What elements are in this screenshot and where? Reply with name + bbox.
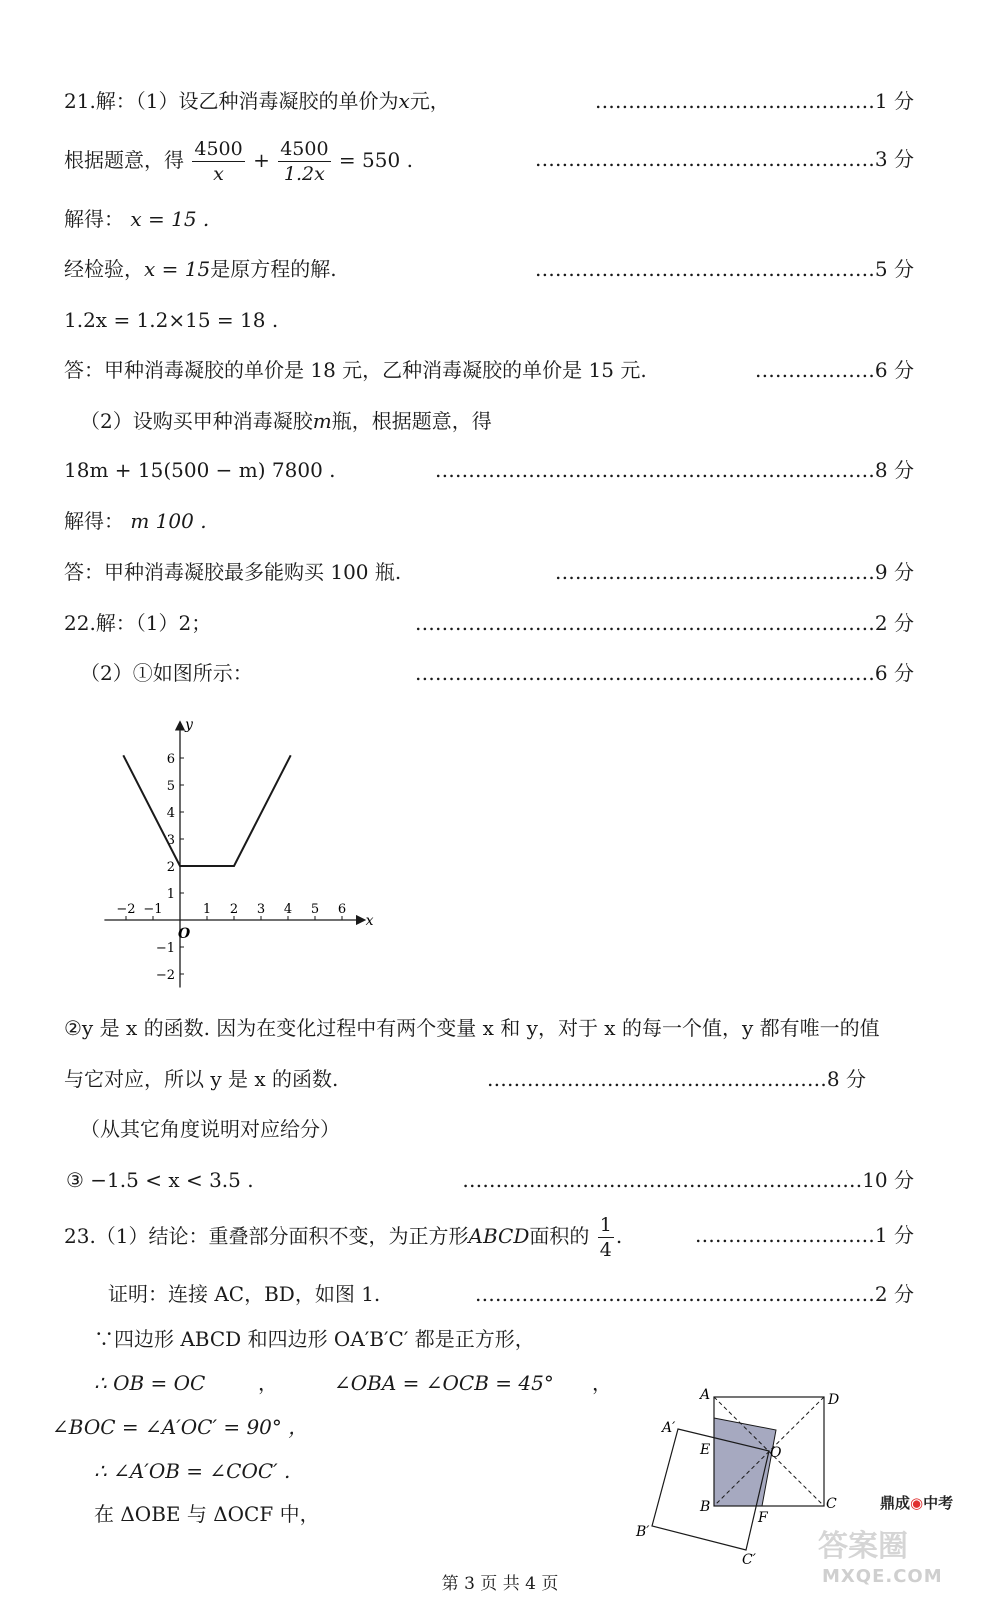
q21-line-10: 答：甲种消毒凝胶最多能购买 100 瓶. …………………………………………9 分 <box>64 557 914 587</box>
q23-line-5: ∠BOC = ∠A′OC′ = 90° ， <box>52 1415 309 1439</box>
series-line-y <box>123 755 290 866</box>
score-5: ……………………………………………5 分 <box>534 257 914 281</box>
label-D: D <box>828 1392 840 1408</box>
q21-line-5: 1.2x = 1.2×15 = 18 . <box>64 308 279 332</box>
label-O: O <box>770 1445 782 1461</box>
y-tick-label: 5 <box>166 779 175 794</box>
x-tick-label: 1 <box>202 902 212 917</box>
q23-line-4: ∴ OB = OC ， ∠OBA = ∠OCB = 45° ， <box>94 1371 612 1395</box>
q23-line-2: 证明：连接 AC，BD，如图 1. ……………………………………………………2 分 <box>108 1279 914 1309</box>
y-tick-label: 6 <box>166 752 175 767</box>
q22-line-4: 与它对应，所以 y 是 x 的函数. ……………………………………………8 分 <box>64 1064 914 1094</box>
y-tick-label: −1 <box>155 941 175 956</box>
label-A: A <box>700 1387 711 1403</box>
score-9: …………………………………………9 分 <box>554 560 914 584</box>
q22-line-1: 22.解：（1）2； ……………………………………………………………2 分 <box>64 608 914 638</box>
label-F: F <box>758 1510 768 1526</box>
q22-line-5: （从其它角度说明对应给分） <box>80 1117 340 1141</box>
x-tick-label: 6 <box>337 902 347 917</box>
q21-line-3: 解得： x = 15 . <box>64 207 210 231</box>
q21-line-4: 经检验，x = 15是原方程的解. ……………………………………………5 分 <box>64 254 914 284</box>
x-tick-label: 5 <box>310 902 320 917</box>
score-1b: ………………………1 分 <box>694 1223 914 1247</box>
x-tick-label: −2 <box>116 902 136 917</box>
q22-line-6: ③ −1.5 < x < 3.5 . ……………………………………………………10 分 <box>66 1165 914 1195</box>
q21-line-2: 根据题意，得 $\frac{4500}{x}$ + $\frac{4500}{1.2x}$ = 550 . ……………………………………………3 分 <box>64 138 914 185</box>
label-C-prime: C′ <box>742 1552 756 1566</box>
target-icon: ◉ <box>910 1494 924 1512</box>
score-8b: ……………………………………………8 分 <box>486 1067 866 1091</box>
q23-line-3: ∵四边形 ABCD 和四边形 OA′B′C′ 都是正方形， <box>94 1327 535 1351</box>
score-8: …………………………………………………………8 分 <box>434 458 914 482</box>
q21-line-8: 18m + 15(500 − m) 7800 . …………………………………………………………8 分 <box>64 455 914 485</box>
score-3: ……………………………………………3 分 <box>534 147 914 171</box>
x-tick-label: 2 <box>229 902 239 917</box>
score-1: ……………………………………1 分 <box>594 89 914 113</box>
y-tick-label: 2 <box>166 860 175 875</box>
y-axis-label: y <box>185 716 193 733</box>
x-tick-label: −1 <box>143 902 163 917</box>
label-C: C <box>826 1496 837 1512</box>
label-B: B <box>700 1499 711 1515</box>
score-6: ………………6 分 <box>754 358 914 382</box>
fraction-4500-x: $\frac{4500}{x}$ <box>194 138 243 185</box>
score-2: ……………………………………………………………2 分 <box>414 611 914 635</box>
watermark: 答案圈 <box>818 1529 908 1564</box>
x-tick-label: 3 <box>256 902 266 917</box>
fraction-4500-1.2x: $\frac{4500}{1.2x}$ <box>280 138 329 185</box>
page-footer: 第 3 页 共 4 页 <box>441 1574 559 1594</box>
score-6b: ……………………………………………………………6 分 <box>414 661 914 685</box>
q21-line-7: （2）设购买甲种消毒凝胶m瓶，根据题意，得 <box>80 409 492 433</box>
y-tick-label: 3 <box>166 833 175 848</box>
origin-label: O <box>178 926 191 942</box>
brand-logo: 鼎成◉中考 <box>880 1494 954 1512</box>
score-2b: ……………………………………………………2 分 <box>474 1282 914 1306</box>
label-B-prime: B′ <box>636 1524 650 1540</box>
watermark-url: MXQE.COM <box>822 1566 943 1587</box>
q23-line-1: 23.（1）结论：重叠部分面积不变，为正方形ABCD面积的 $\frac{1}{4}$ . ………………………1 分 <box>64 1214 914 1261</box>
x-axis-label: x <box>365 913 374 929</box>
q23-line-7: 在 ΔOBE 与 ΔOCF 中， <box>94 1502 320 1526</box>
q21-line-1: 21.解：（1）设乙种消毒凝胶的单价为x元， ……………………………………1 分 <box>64 86 914 116</box>
q21-line-9: 解得： m 100 . <box>64 509 207 533</box>
q22-line-2: （2）①如图所示： ……………………………………………………………6 分 <box>80 658 914 688</box>
function-graph <box>92 712 382 992</box>
y-tick-label: 1 <box>166 887 175 902</box>
score-10: ……………………………………………………10 分 <box>462 1168 914 1192</box>
q23-line-6: ∴ ∠A′OB = ∠COC′ . <box>94 1459 291 1483</box>
x-tick-label: 4 <box>283 902 293 917</box>
label-E: E <box>700 1442 711 1458</box>
q22-line-3: ②y 是 x 的函数. 因为在变化过程中有两个变量 x 和 y，对于 x 的每一个值，y 都有唯一的值 <box>64 1016 880 1040</box>
y-tick-label: −2 <box>155 968 175 983</box>
fraction-1-4: $\frac{1}{4}$ <box>599 1214 612 1261</box>
label-A-prime: A′ <box>662 1420 676 1436</box>
y-tick-label: 4 <box>166 806 175 821</box>
q21-line-6: 答：甲种消毒凝胶的单价是 18 元，乙种消毒凝胶的单价是 15 元. ………………6 分 <box>64 355 914 385</box>
